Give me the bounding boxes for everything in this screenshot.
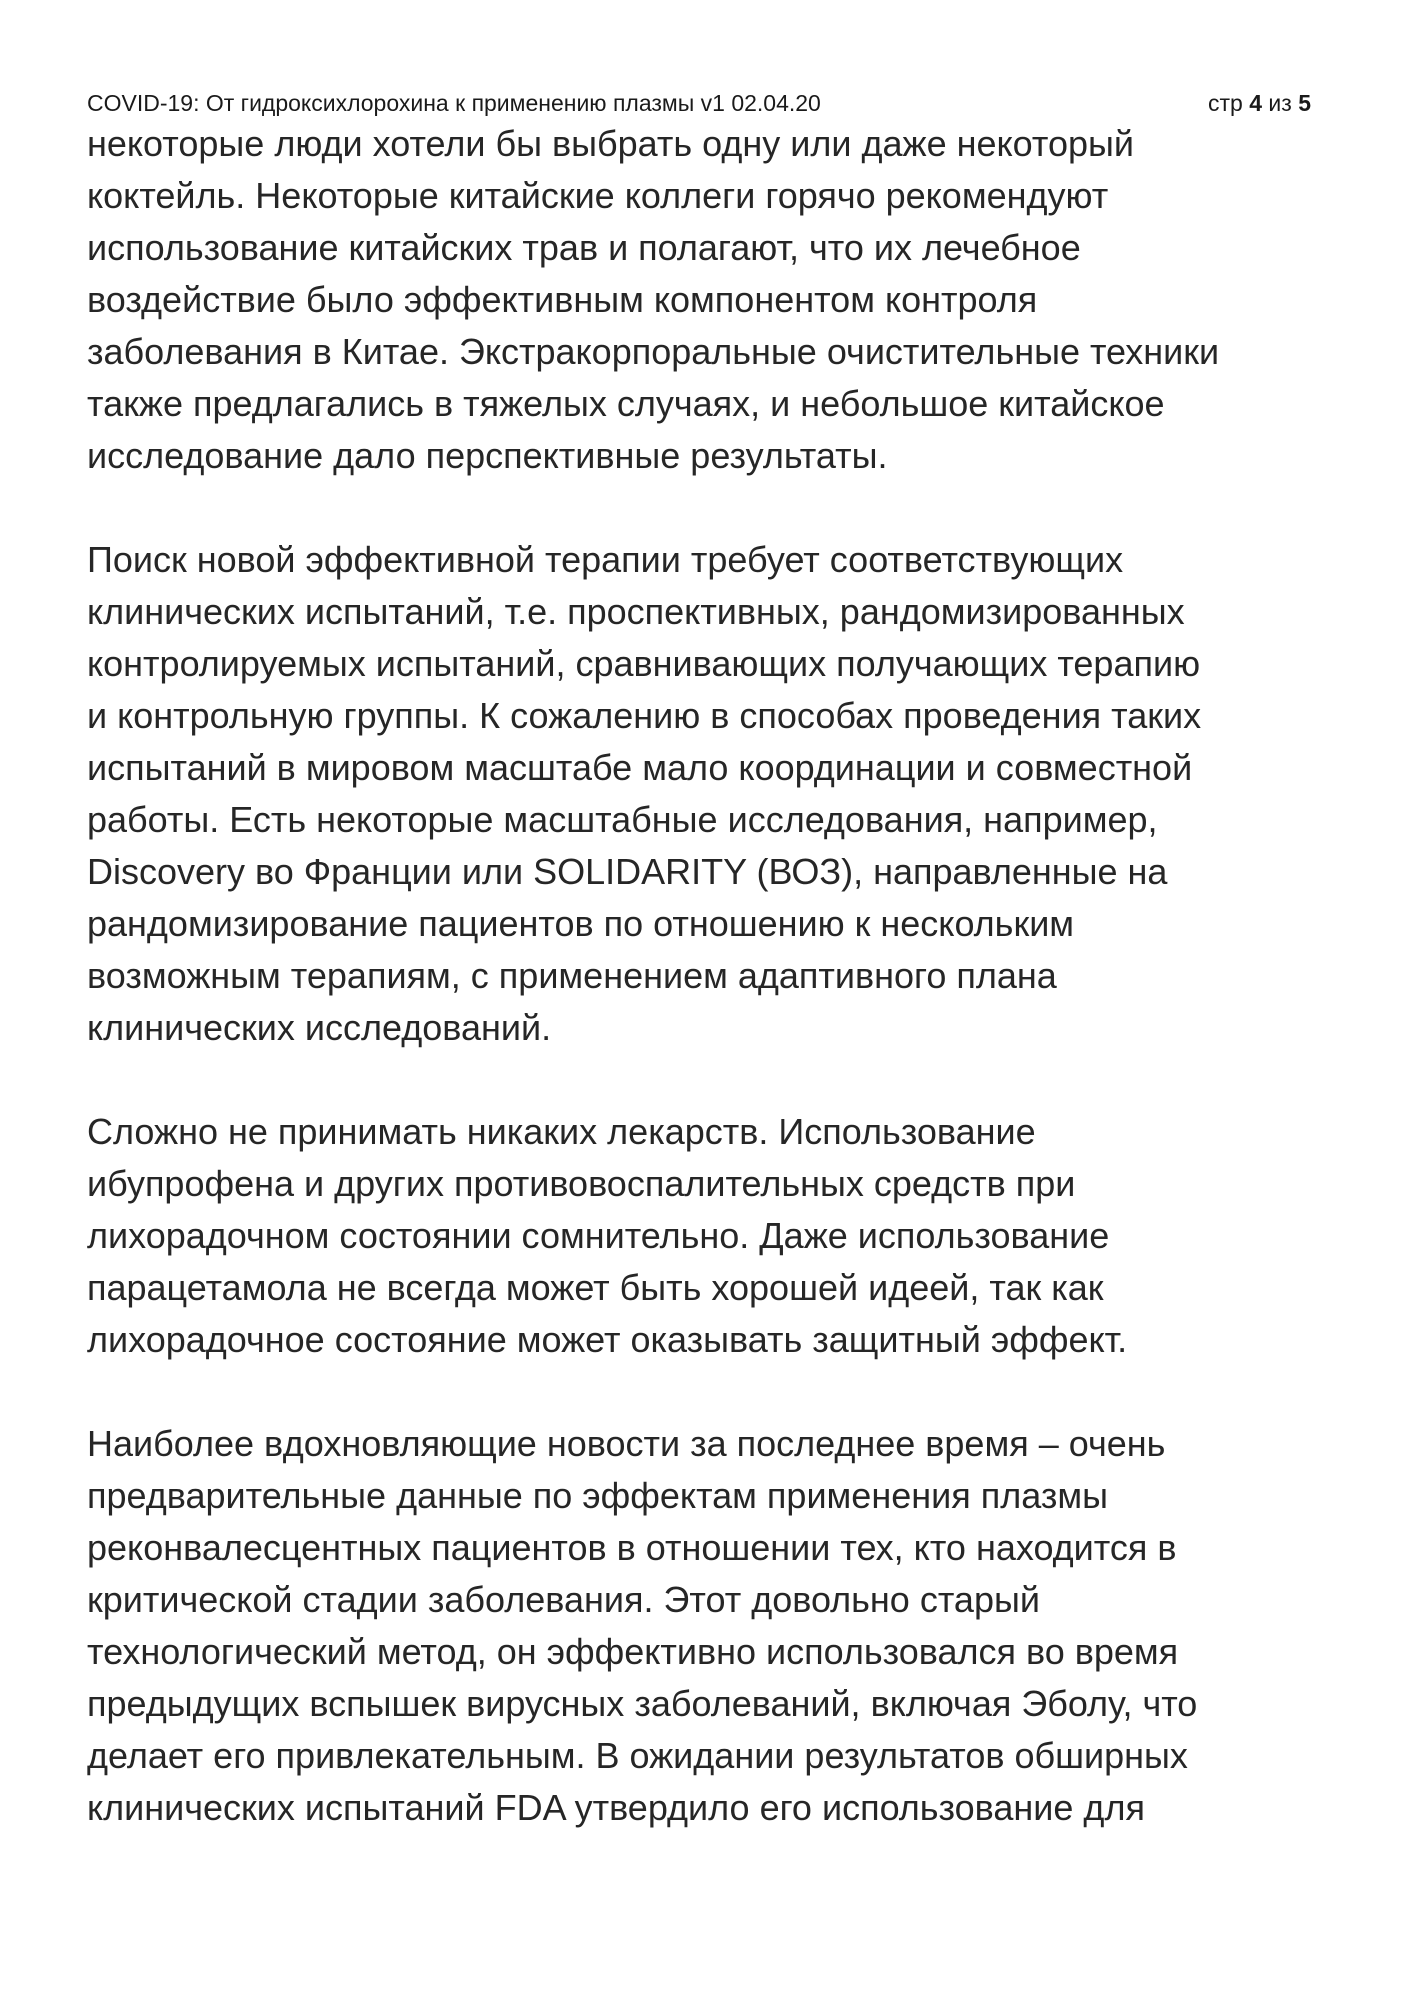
paragraph-3 xyxy=(87,1106,1337,1366)
paragraph-1 xyxy=(87,118,1337,482)
text-line: воздействие было эффективным компонентом контроля xyxy=(87,279,1038,320)
text-line: исследование дало перспективные результаты. xyxy=(87,435,888,476)
text-line: предыдущих вспышек вирусных заболеваний, включая Эболу, что xyxy=(87,1683,1198,1724)
page-separator: из xyxy=(1268,90,1292,116)
text-line: также предлагались в тяжелых случаях, и небольшое китайское xyxy=(87,383,1165,424)
text-line: клинических испытаний FDA утвердило его использование для xyxy=(87,1787,1145,1828)
text-line: критической стадии заболевания. Этот довольно старый xyxy=(87,1579,1040,1620)
text-line: возможным терапиям, с применением адаптивного плана xyxy=(87,955,1057,996)
text-line: коктейль. Некоторые китайские коллеги горячо рекомендуют xyxy=(87,175,1109,216)
text-line: лихорадочном состоянии сомнительно. Даже использование xyxy=(87,1215,1110,1256)
text-line: Наиболее вдохновляющие новости за последнее время – очень xyxy=(87,1423,1166,1464)
text-line: клинических исследований. xyxy=(87,1007,552,1048)
text-line: Сложно не принимать никаких лекарств. Использование xyxy=(87,1111,1036,1152)
page-total: 5 xyxy=(1298,90,1311,116)
text-line: делает его привлекательным. В ожидании результатов обширных xyxy=(87,1735,1188,1776)
text-line: парацетамола не всегда может быть хорошей идеей, так как xyxy=(87,1267,1104,1308)
text-line: рандомизирование пациентов по отношению к нескольким xyxy=(87,903,1075,944)
text-line: реконвалесцентных пациентов в отношении тех, кто находится в xyxy=(87,1527,1177,1568)
text-line: испытаний в мировом масштабе мало координации и совместной xyxy=(87,747,1193,788)
text-line: контролируемых испытаний, сравнивающих получающих терапию xyxy=(87,643,1201,684)
text-line: клинических испытаний, т.е. проспективных, рандомизированных xyxy=(87,591,1185,632)
text-line: Поиск новой эффективной терапии требует соответствующих xyxy=(87,539,1124,580)
page-number xyxy=(1208,86,1311,120)
text-line: использование китайских трав и полагают, что их лечебное xyxy=(87,227,1081,268)
text-line: ибупрофена и других противовоспалительных средств при xyxy=(87,1163,1076,1204)
text-line: работы. Есть некоторые масштабные исследования, например, xyxy=(87,799,1158,840)
text-line: лихорадочное состояние может оказывать защитный эффект. xyxy=(87,1319,1128,1360)
page-current: 4 xyxy=(1249,90,1263,116)
body-text xyxy=(87,118,1337,1886)
text-line: предварительные данные по эффектам применения плазмы xyxy=(87,1475,1108,1516)
text-line: некоторые люди хотели бы выбрать одну или даже некоторый xyxy=(87,123,1134,164)
text-line: и контрольную группы. К сожалению в способах проведения таких xyxy=(87,695,1202,736)
text-line: заболевания в Китае. Экстракорпоральные очистительные техники xyxy=(87,331,1220,372)
document-title: COVID-19: От гидроксихлорохина к применению плазмы v1 02.04.20 xyxy=(87,90,821,116)
paragraph-2 xyxy=(87,534,1337,1054)
text-line: технологический метод, он эффективно использовался во время xyxy=(87,1631,1179,1672)
page-prefix: стр xyxy=(1208,90,1243,116)
text-line: Discovery во Франции или SOLIDARITY (ВОЗ), направленные на xyxy=(87,851,1168,892)
paragraph-4 xyxy=(87,1418,1337,1834)
page-header xyxy=(87,86,1311,120)
